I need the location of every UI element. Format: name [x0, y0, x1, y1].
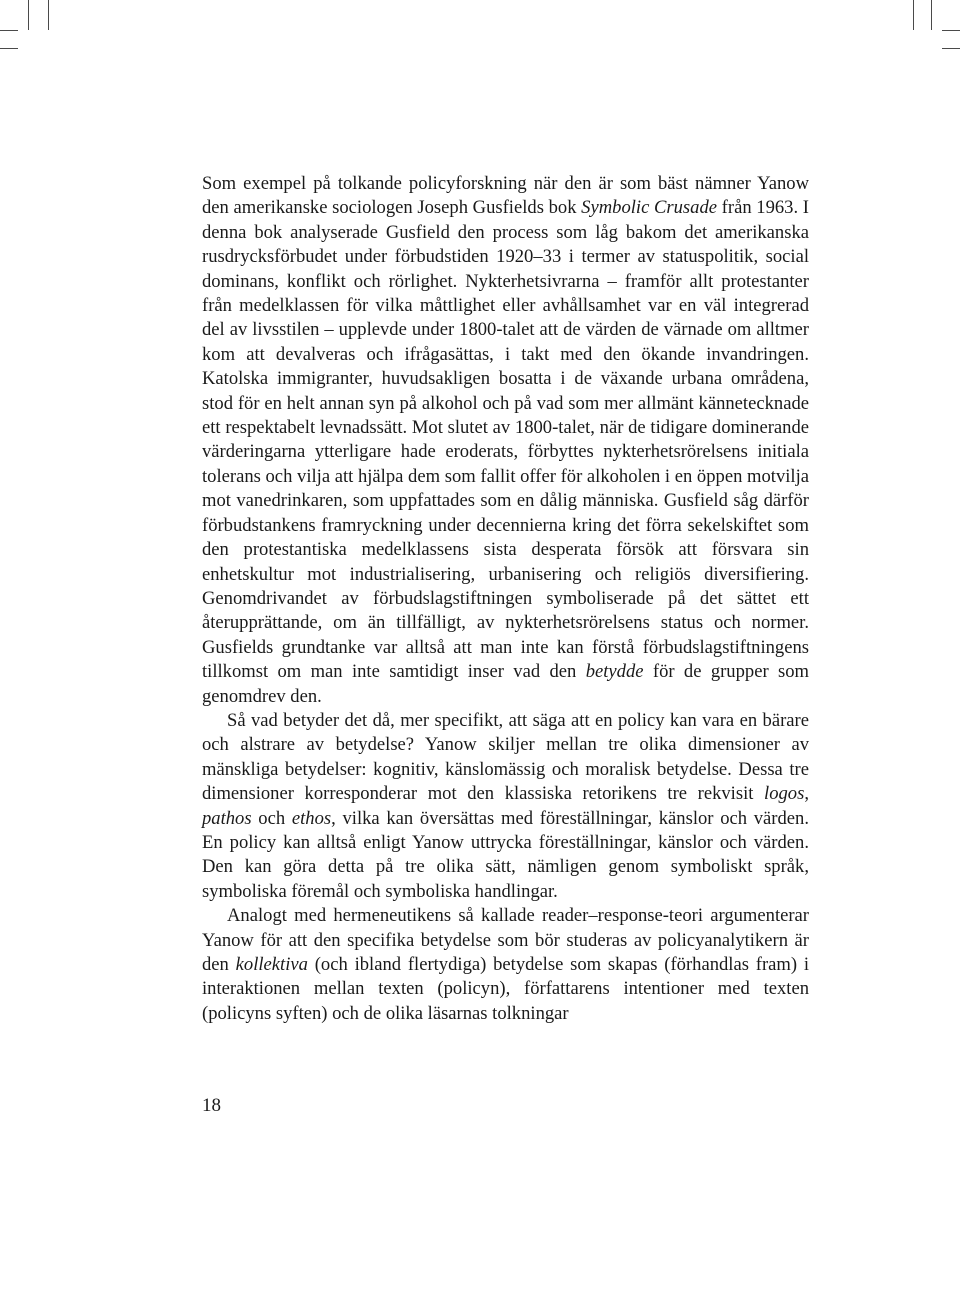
text-run: för de grupper som genomdrev den. — [202, 661, 809, 707]
page-number: 18 — [202, 1095, 221, 1116]
text-run: och — [251, 807, 292, 829]
crop-mark-top-right-vertical — [913, 0, 914, 30]
paragraph — [202, 904, 809, 1026]
italic-text: pathos — [202, 807, 252, 829]
text-run: (och ibland flertydiga) betydelse som skapas (förhandlas fram) i interaktionen mellan texten (policyn), författarens intentioner med texten (policyns syften) och de olika läsarnas tolkningar — [202, 954, 810, 1024]
text-run: Som exempel på tolkande policyforskning när den är som bäst nämner Yanow den amerikanske sociologen Joseph Gusfields bok — [202, 173, 809, 219]
crop-mark-top-left-horizontal-inner — [0, 48, 18, 49]
italic-text: ethos — [291, 807, 332, 829]
text-run: , — [804, 783, 809, 805]
italic-text: kollektiva — [235, 954, 308, 975]
text-run: från 1963. I denna bok analyserade Gusfield den process som låg bakom det amerikanska rusdrycksförbudet under förbudstiden 1920–33 i termer av statuspolitik, social dominans, konflikt och rörlighet. Nykterhetsivrarna – framför allt protestanter från medelklassen för vilka måttlighet eller avhållsamhet var en väl integrerad del av livsstilen – upplevde under 1800-talet att de värden de värnade om alltmer kom att devalveras och ifrågasättas, i takt med den ökande invandringen. Katolska immigranter, huvudsakligen bosatta i de växande urbana områdena, stod för en helt annan syn på alkohol och på vad som mer allmänt kännetecknade ett respektabelt levnadssätt. Mot slutet av 1800-talet, när de tidigare dominerande värderingarna ytterligare hade eroderats, förbyttes nykterhetsrörelsens initiala tolerans och vilja att hjälpa dem som fallit offer för alkoholen i en öppen motvilja mot vanedrinkaren, som uppfattades som en dålig människa. Gusfield såg därför förbudstankens framryckning under decennierna kring det förra sekelskiftet som den protestantiska medelklassens sista desperata försök att försvara sin enhetskultur mot industrialisering, urbanisering och religiös diversifiering. Genomdrivandet av förbudslagstiftningen symboliserade på det sättet ett återupprättande, om än tillfälligt, av nykterhetsrörelsens status och normer. Gusfields grundtanke var alltså att man inte kan förstå förbudslagstiftningens tillkomst om man inte samtidigt inser vad den — [202, 197, 809, 683]
crop-mark-top-right-vertical-inner — [931, 0, 932, 30]
italic-text: logos — [764, 783, 805, 805]
italic-text: betydde — [585, 661, 644, 683]
paragraph — [202, 172, 809, 709]
body-text — [202, 172, 809, 1026]
crop-mark-top-right-horizontal-inner — [942, 48, 960, 49]
crop-mark-top-left-vertical-inner — [48, 0, 49, 30]
crop-mark-top-left-vertical — [28, 0, 29, 30]
text-run: , vilka kan översättas med föreställningar, känslor och värden. En policy kan alltså enligt Yanow uttrycka föreställningar, känslor och värden. Den kan göra detta på tre olika sätt, nämligen genom symboliskt språk, symboliska föremål och symboliska handlingar. — [202, 807, 809, 902]
text-run: Analogt med hermeneutikens så kallade reader–response-teori argumenterar Yanow för att den specifika betydelse som bör studeras av policyanalytikern är den — [202, 905, 809, 975]
text-run: Så vad betyder det då, mer specifikt, att säga att en policy kan vara en bärare och alstrare av betydelse? Yanow skiljer mellan tre olika dimensioner av mänskliga betydelser: kognitiv, känslomässig och moralisk betydelse. Dessa tre dimensioner korresponderar mot den klassiska retorikens tre rekvisit — [202, 709, 809, 805]
paragraph — [202, 709, 809, 904]
italic-text: Symbolic Crusade — [581, 197, 718, 219]
crop-mark-top-right-horizontal — [942, 30, 960, 31]
crop-mark-top-left-horizontal — [0, 30, 18, 31]
